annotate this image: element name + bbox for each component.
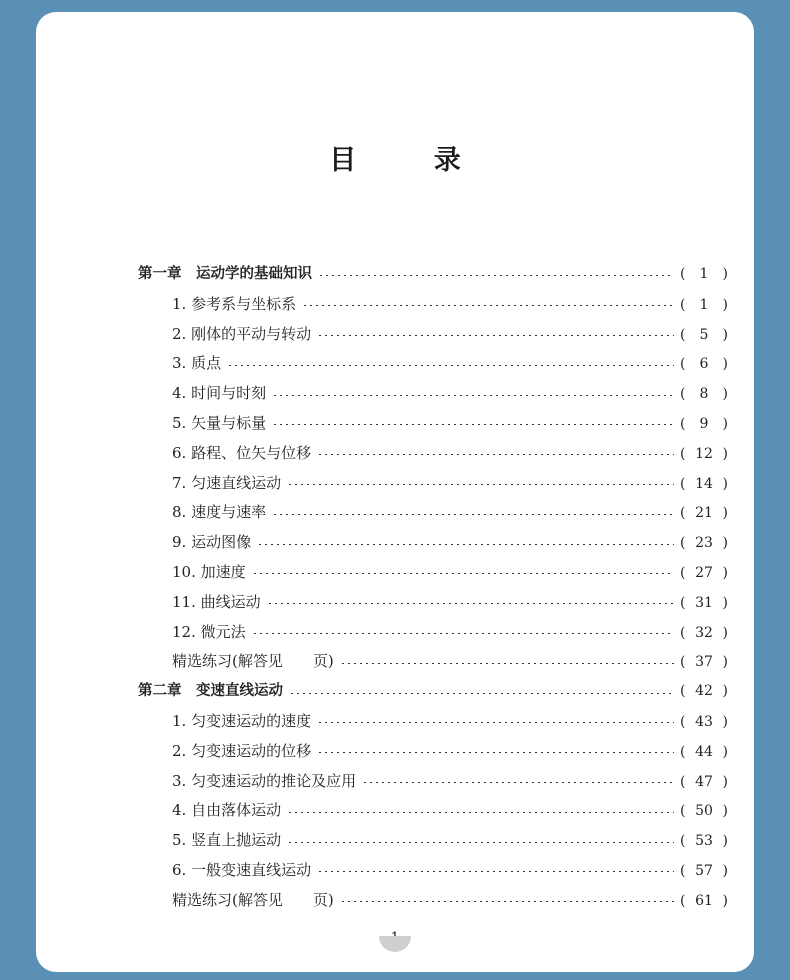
dot-leader xyxy=(287,842,674,843)
toc-entry[interactable] xyxy=(138,588,728,618)
toc-entry-label: 精选练习(解答见 页) xyxy=(172,890,334,909)
toc-entry-page: ( 9 ) xyxy=(680,410,728,440)
toc-entry[interactable] xyxy=(138,558,728,588)
page-number-value: 8 xyxy=(699,386,709,403)
toc-entry-page: ( 12 ) xyxy=(680,440,728,470)
toc-entry[interactable] xyxy=(138,290,728,320)
page-number-value: 44 xyxy=(695,743,713,760)
toc-entry[interactable] xyxy=(138,647,728,677)
toc-entry-label: 3. 质点 xyxy=(172,354,222,373)
toc-entry-page: ( 31 ) xyxy=(680,589,728,619)
toc-entry-page: ( 6 ) xyxy=(680,350,728,380)
toc-entry[interactable] xyxy=(138,856,728,886)
toc-entry-page: ( 44 ) xyxy=(680,738,728,768)
toc-entry[interactable] xyxy=(138,528,728,558)
dot-leader xyxy=(267,603,674,604)
page-number-value: 32 xyxy=(695,624,713,641)
toc-entry-label: 9. 运动图像 xyxy=(172,533,252,552)
toc-chapter[interactable] xyxy=(138,260,728,290)
toc-entry-label: 3. 匀变速运动的推论及应用 xyxy=(172,771,357,790)
toc-entry-page: ( 21 ) xyxy=(680,499,728,529)
dot-leader xyxy=(227,365,674,366)
page-number-value: 43 xyxy=(695,713,713,730)
toc-entry-page: ( 5 ) xyxy=(680,321,728,351)
toc-entry-page: ( 32 ) xyxy=(680,619,728,649)
toc-entry[interactable] xyxy=(138,737,728,767)
page-number-value: 53 xyxy=(695,833,713,850)
dot-leader xyxy=(340,901,674,902)
toc-entry[interactable] xyxy=(138,796,728,826)
toc-entry-page: ( 50 ) xyxy=(680,797,728,827)
toc-entry-label: 2. 匀变速运动的位移 xyxy=(172,741,312,760)
dot-leader xyxy=(362,782,674,783)
toc-entry-page: ( 8 ) xyxy=(680,380,728,410)
toc-entry[interactable] xyxy=(138,618,728,648)
toc-entry[interactable] xyxy=(138,320,728,350)
page-number-value: 9 xyxy=(699,415,709,432)
toc-entry-page: ( 61 ) xyxy=(680,887,728,917)
page-number-value: 37 xyxy=(695,654,713,671)
dot-leader xyxy=(302,305,674,306)
page-number-value: 1 xyxy=(699,296,709,313)
dot-leader xyxy=(257,544,674,545)
page-number-value: 57 xyxy=(695,862,713,879)
toc-entry-label: 2. 刚体的平动与转动 xyxy=(172,324,312,343)
page-number-value: 5 xyxy=(699,326,709,343)
dot-leader xyxy=(317,871,674,872)
toc-entry-label: 4. 自由落体运动 xyxy=(172,801,282,820)
toc-entry[interactable] xyxy=(138,886,728,916)
toc-entry-label: 4. 时间与时刻 xyxy=(172,384,267,403)
page-number-value: 61 xyxy=(695,892,713,909)
toc-entry-page: ( 47 ) xyxy=(680,768,728,798)
page-number-value: 27 xyxy=(695,564,713,581)
page-number-value: 6 xyxy=(699,356,709,373)
dot-leader xyxy=(252,633,674,634)
page-number-value: 42 xyxy=(695,683,713,700)
toc-entry[interactable] xyxy=(138,409,728,439)
page-number-value: 14 xyxy=(695,475,713,492)
toc-entry-label: 第二章 变速直线运动 xyxy=(138,683,283,700)
page-number-value: 50 xyxy=(695,803,713,820)
toc-chapter[interactable] xyxy=(138,677,728,707)
toc-entry[interactable] xyxy=(138,826,728,856)
toc-entry-label: 6. 一般变速直线运动 xyxy=(172,860,312,879)
toc-entry-page: ( 1 ) xyxy=(680,291,728,321)
dot-leader xyxy=(317,722,674,723)
page-title: 目 录 xyxy=(329,145,495,176)
toc-entry-label: 7. 匀速直线运动 xyxy=(172,473,282,492)
dot-leader xyxy=(272,395,674,396)
dot-leader xyxy=(317,335,674,336)
page-sheet xyxy=(36,12,754,972)
dot-leader xyxy=(317,752,674,753)
toc-entry-label: 5. 竖直上抛运动 xyxy=(172,831,282,850)
dot-leader xyxy=(287,812,674,813)
toc-entry-label: 10. 加速度 xyxy=(172,562,246,581)
toc-entry-page: ( 42 ) xyxy=(680,677,728,707)
page-number-value: 31 xyxy=(695,594,713,611)
toc-entry-page: ( 37 ) xyxy=(680,648,728,678)
toc-entry-page: ( 14 ) xyxy=(680,470,728,500)
toc-entry-page: ( 27 ) xyxy=(680,559,728,589)
toc-entry[interactable] xyxy=(138,469,728,499)
toc-entry-label: 11. 曲线运动 xyxy=(172,592,261,611)
page-number-value: 1 xyxy=(699,266,709,282)
dot-leader xyxy=(317,454,674,455)
page-number-value: 23 xyxy=(695,535,713,552)
toc-entry-label: 1. 匀变速运动的速度 xyxy=(172,711,312,730)
toc-entry-label: 5. 矢量与标量 xyxy=(172,413,267,432)
toc-entry-page: ( 43 ) xyxy=(680,708,728,738)
page-number-value: 21 xyxy=(695,505,713,522)
toc-entry-label: 精选练习(解答见 页) xyxy=(172,652,334,671)
table-of-contents xyxy=(138,260,728,916)
page-number-value: 47 xyxy=(695,773,713,790)
toc-entry[interactable] xyxy=(138,379,728,409)
toc-entry-label: 6. 路程、位矢与位移 xyxy=(172,443,312,462)
dot-leader xyxy=(272,514,674,515)
toc-entry[interactable] xyxy=(138,439,728,469)
toc-entry-label: 8. 速度与速率 xyxy=(172,503,267,522)
toc-entry-label: 第一章 运动学的基础知识 xyxy=(138,266,312,282)
page-number-value: 12 xyxy=(695,445,713,462)
dot-leader xyxy=(252,573,674,574)
dot-leader xyxy=(272,424,674,425)
toc-entry-page: ( 1 ) xyxy=(680,260,728,290)
dot-leader xyxy=(318,275,674,276)
dot-leader xyxy=(287,484,674,485)
toc-entry[interactable] xyxy=(138,349,728,379)
dot-leader xyxy=(289,693,674,694)
toc-entry[interactable] xyxy=(138,707,728,737)
toc-entry-page: ( 57 ) xyxy=(680,857,728,887)
dot-leader xyxy=(340,663,674,664)
toc-entry-page: ( 53 ) xyxy=(680,827,728,857)
toc-entry-label: 1. 参考系与坐标系 xyxy=(172,294,297,313)
toc-entry-page: ( 23 ) xyxy=(680,529,728,559)
toc-entry[interactable] xyxy=(138,767,728,797)
toc-entry-label: 12. 微元法 xyxy=(172,622,246,641)
toc-entry[interactable] xyxy=(138,498,728,528)
